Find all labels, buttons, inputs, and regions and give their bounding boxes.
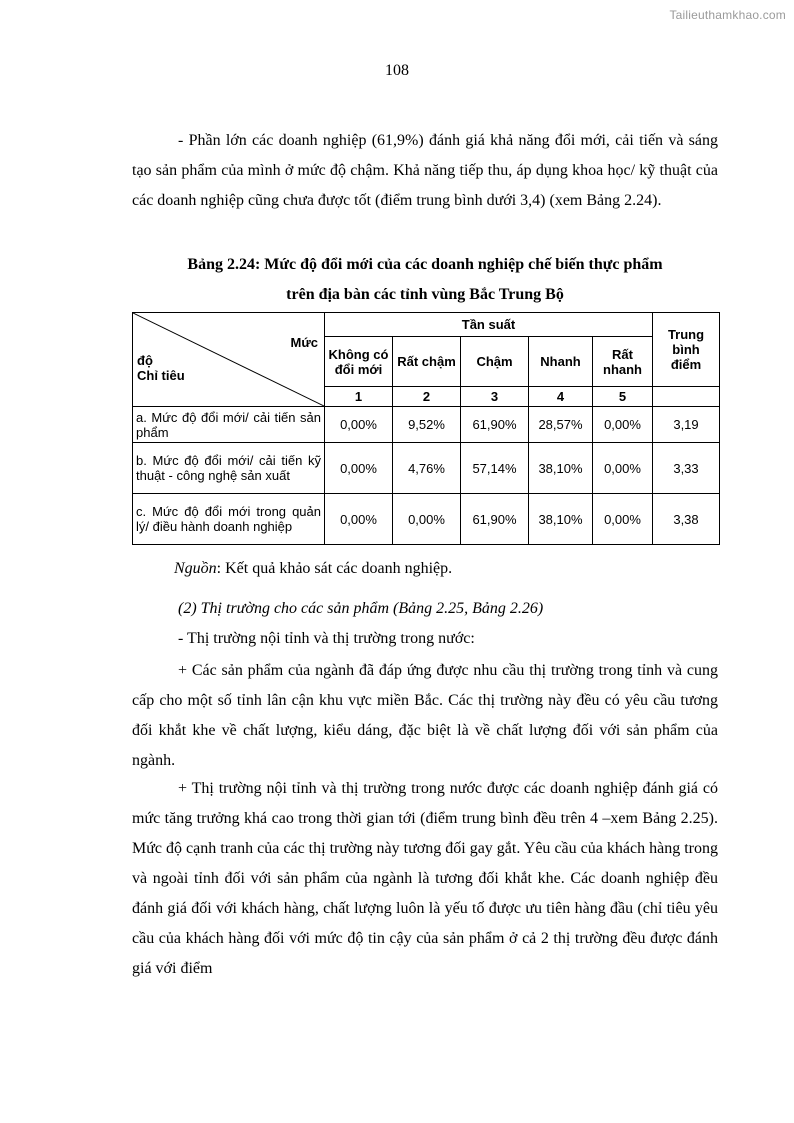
cell: 57,14% — [461, 443, 529, 494]
col-code-1: 1 — [325, 387, 393, 407]
table-row — [133, 443, 720, 494]
cell: 0,00% — [593, 407, 653, 443]
col-code-4: 4 — [529, 387, 593, 407]
col-header-1: Không có đổi mới — [325, 337, 393, 387]
row-label-c: c. Mức độ đổi mới trong quản lý/ điều hành doanh nghiệp — [133, 494, 325, 545]
col-header-2: Rất chậm — [393, 337, 461, 387]
avg-header: Trung bình điểm — [653, 313, 720, 387]
table-caption-line1: Bảng 2.24: Mức độ đổi mới của các doanh nghiệp chế biến thực phẩm — [187, 256, 663, 273]
avg-code-empty — [653, 387, 720, 407]
group-header-tan-suat: Tần suất — [325, 313, 653, 337]
cell: 0,00% — [393, 494, 461, 545]
avg-cell: 3,38 — [653, 494, 720, 545]
col-code-2: 2 — [393, 387, 461, 407]
row-label-b: b. Mức độ đổi mới/ cải tiến kỹ thuật - công nghệ sản xuất — [133, 443, 325, 494]
cell: 28,57% — [529, 407, 593, 443]
cell: 4,76% — [393, 443, 461, 494]
diagonal-line — [133, 313, 324, 406]
cell: 61,90% — [461, 494, 529, 545]
cell: 0,00% — [593, 443, 653, 494]
col-header-3: Chậm — [461, 337, 529, 387]
row-label-a: a. Mức độ đổi mới/ cải tiến sản phẩm — [133, 407, 325, 443]
cell: 0,00% — [325, 443, 393, 494]
table-caption-line2: trên địa bàn các tỉnh vùng Bắc Trung Bộ — [286, 286, 564, 303]
table-row — [133, 494, 720, 545]
corner-top-label: Mức — [290, 335, 318, 350]
source-label: Nguồn — [174, 560, 217, 577]
innovation-table — [132, 312, 720, 545]
cell: 61,90% — [461, 407, 529, 443]
col-header-5: Rất nhanh — [593, 337, 653, 387]
source-text: : Kết quả khảo sát các doanh nghiệp. — [216, 560, 453, 577]
col-header-4: Nhanh — [529, 337, 593, 387]
avg-cell: 3,19 — [653, 407, 720, 443]
cell: 38,10% — [529, 443, 593, 494]
paragraph-1: - Thị trường nội tỉnh và thị trường trong nước: — [178, 630, 475, 647]
col-code-3: 3 — [461, 387, 529, 407]
watermark: Tailieuthamkhao.com — [669, 8, 786, 22]
intro-paragraph: - Phần lớn các doanh nghiệp (61,9%) đánh giá khả năng đổi mới, cải tiến và sáng tạo sản phẩm của mình ở mức độ chậm. Khả năng tiếp thu, áp dụng khoa học/ kỹ thuật của các doanh nghiệp cũng chưa được tốt (điểm trung bình dưới 3,4) (xem Bảng 2.24). — [132, 132, 718, 209]
corner-header-cell — [133, 313, 325, 407]
paragraph-3: + Thị trường nội tỉnh và thị trường trong nước được các doanh nghiệp đánh giá có mức tăng trưởng khá cao trong thời gian tới (điểm trung bình đều trên 4 –xem Bảng 2.25). Mức độ cạnh tranh của các thị trường này tương đối gay gắt. Yêu cầu của khách hàng trong và ngoài tỉnh đối với sản phẩm của ngành là tương đối khắt khe. Các doanh nghiệp đều đánh giá đối với khách hàng, chất lượng luôn là yếu tố được ưu tiên hàng đầu (chỉ tiêu yêu cầu của khách hàng đối với mức độ tin cậy của sản phẩm ở cả 2 thị trường đều được đánh giá với điểm — [132, 780, 718, 977]
corner-do-label: độ — [137, 353, 153, 368]
corner-left-label: Chỉ tiêu — [137, 368, 185, 383]
avg-cell: 3,33 — [653, 443, 720, 494]
cell: 0,00% — [325, 407, 393, 443]
col-code-5: 5 — [593, 387, 653, 407]
cell: 9,52% — [393, 407, 461, 443]
table-row — [133, 407, 720, 443]
cell: 0,00% — [593, 494, 653, 545]
page-number: 108 — [385, 62, 409, 79]
paragraph-2: + Các sản phẩm của ngành đã đáp ứng được nhu cầu thị trường trong tỉnh và cung cấp cho một số tỉnh lân cận khu vực miền Bắc. Các thị trường này đều có yêu cầu tương đối khắt khe về chất lượng, kiểu dáng, đặc biệt là về chất lượng đối với sản phẩm của ngành. — [132, 662, 718, 769]
cell: 0,00% — [325, 494, 393, 545]
source-note — [174, 560, 452, 578]
section-heading: (2) Thị trường cho các sản phẩm (Bảng 2.25, Bảng 2.26) — [178, 600, 544, 617]
cell: 38,10% — [529, 494, 593, 545]
